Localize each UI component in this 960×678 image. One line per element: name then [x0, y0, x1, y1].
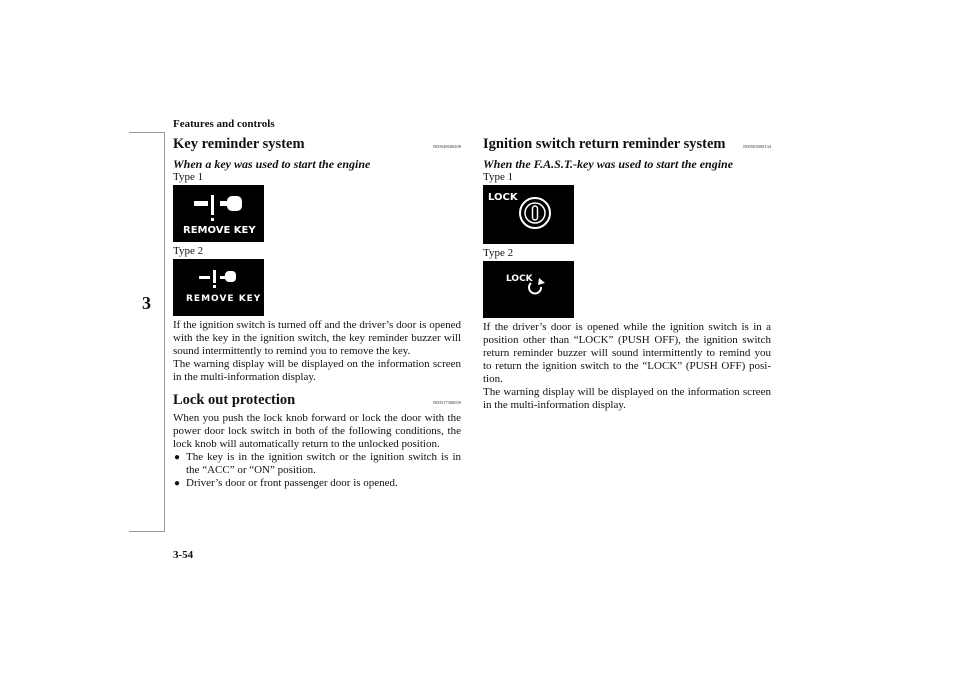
page-header: Features and controls — [173, 118, 275, 130]
display-text: REMOVE KEY — [186, 294, 262, 304]
section-code: N00517300039 — [433, 400, 461, 405]
paragraph: If the driver’s door is opened while the ignition switch is in a position other than “LOCK” (PUSH OFF), the ignition switch return reminder buzzer will sound intermittently to remind you to return the ignition switch to the “LOCK” (PUSH OFF) posi-tion. — [483, 321, 771, 385]
list-item — [173, 477, 461, 490]
chapter-number: 3 — [142, 293, 151, 313]
type2-label: Type 2 — [173, 245, 204, 257]
type1-label: Type 1 — [173, 171, 204, 183]
subheading: When the F.A.S.T.-key was used to start the engine — [483, 157, 734, 171]
section-title-key-reminder: Key reminder system — [173, 136, 305, 152]
section-heading — [173, 136, 461, 153]
section-heading — [483, 136, 771, 153]
paragraph: The warning display will be displayed on the information screen in the multi-information display. — [173, 358, 461, 383]
display-text: REMOVE KEY — [183, 225, 256, 236]
remove-key-display-type2 — [173, 259, 264, 316]
section-heading — [173, 392, 461, 409]
paragraph: When you push the lock knob forward or lock the door with the power door lock switch in both of the following conditions, the lock knob will automatically return to the unlocked position. — [173, 412, 461, 450]
list-item-text: Driver’s door or front passenger door is opened. — [186, 477, 398, 489]
bullet-icon: ● — [174, 478, 181, 489]
section-code: N00549600208 — [433, 144, 461, 149]
paragraph: The warning display will be displayed on the information screen in the multi-information display. — [483, 386, 771, 411]
chapter-tab — [129, 132, 165, 532]
bullet-icon: ● — [174, 452, 181, 463]
section-code: N00503800134 — [743, 144, 771, 149]
lock-display-type1 — [483, 185, 574, 244]
display-text: LOCK — [506, 274, 533, 284]
key-warning-icon — [173, 259, 264, 316]
lock-display-type2 — [483, 261, 574, 318]
paragraph: If the ignition switch is turned off and the driver’s door is opened with the key in the ignition switch, the key reminder buzzer will sound intermittently to remind you to remove the key. — [173, 319, 461, 357]
subheading: When a key was used to start the engine — [173, 157, 371, 171]
section-title-ignition-reminder: Ignition switch return reminder system — [483, 136, 726, 152]
list-item — [173, 451, 461, 477]
section-title-lock-out: Lock out protection — [173, 392, 296, 408]
type2-label: Type 2 — [483, 247, 514, 259]
display-text: LOCK — [488, 192, 518, 203]
list-item-text: The key is in the ignition switch or the ignition switch is in the “ACC” or “ON” position. — [186, 451, 461, 476]
remove-key-display-type1 — [173, 185, 264, 242]
right-column — [483, 136, 771, 412]
turn-arrow-icon — [483, 261, 574, 318]
left-column — [173, 136, 461, 490]
page-number: 3-54 — [173, 549, 194, 561]
type1-label: Type 1 — [483, 171, 514, 183]
